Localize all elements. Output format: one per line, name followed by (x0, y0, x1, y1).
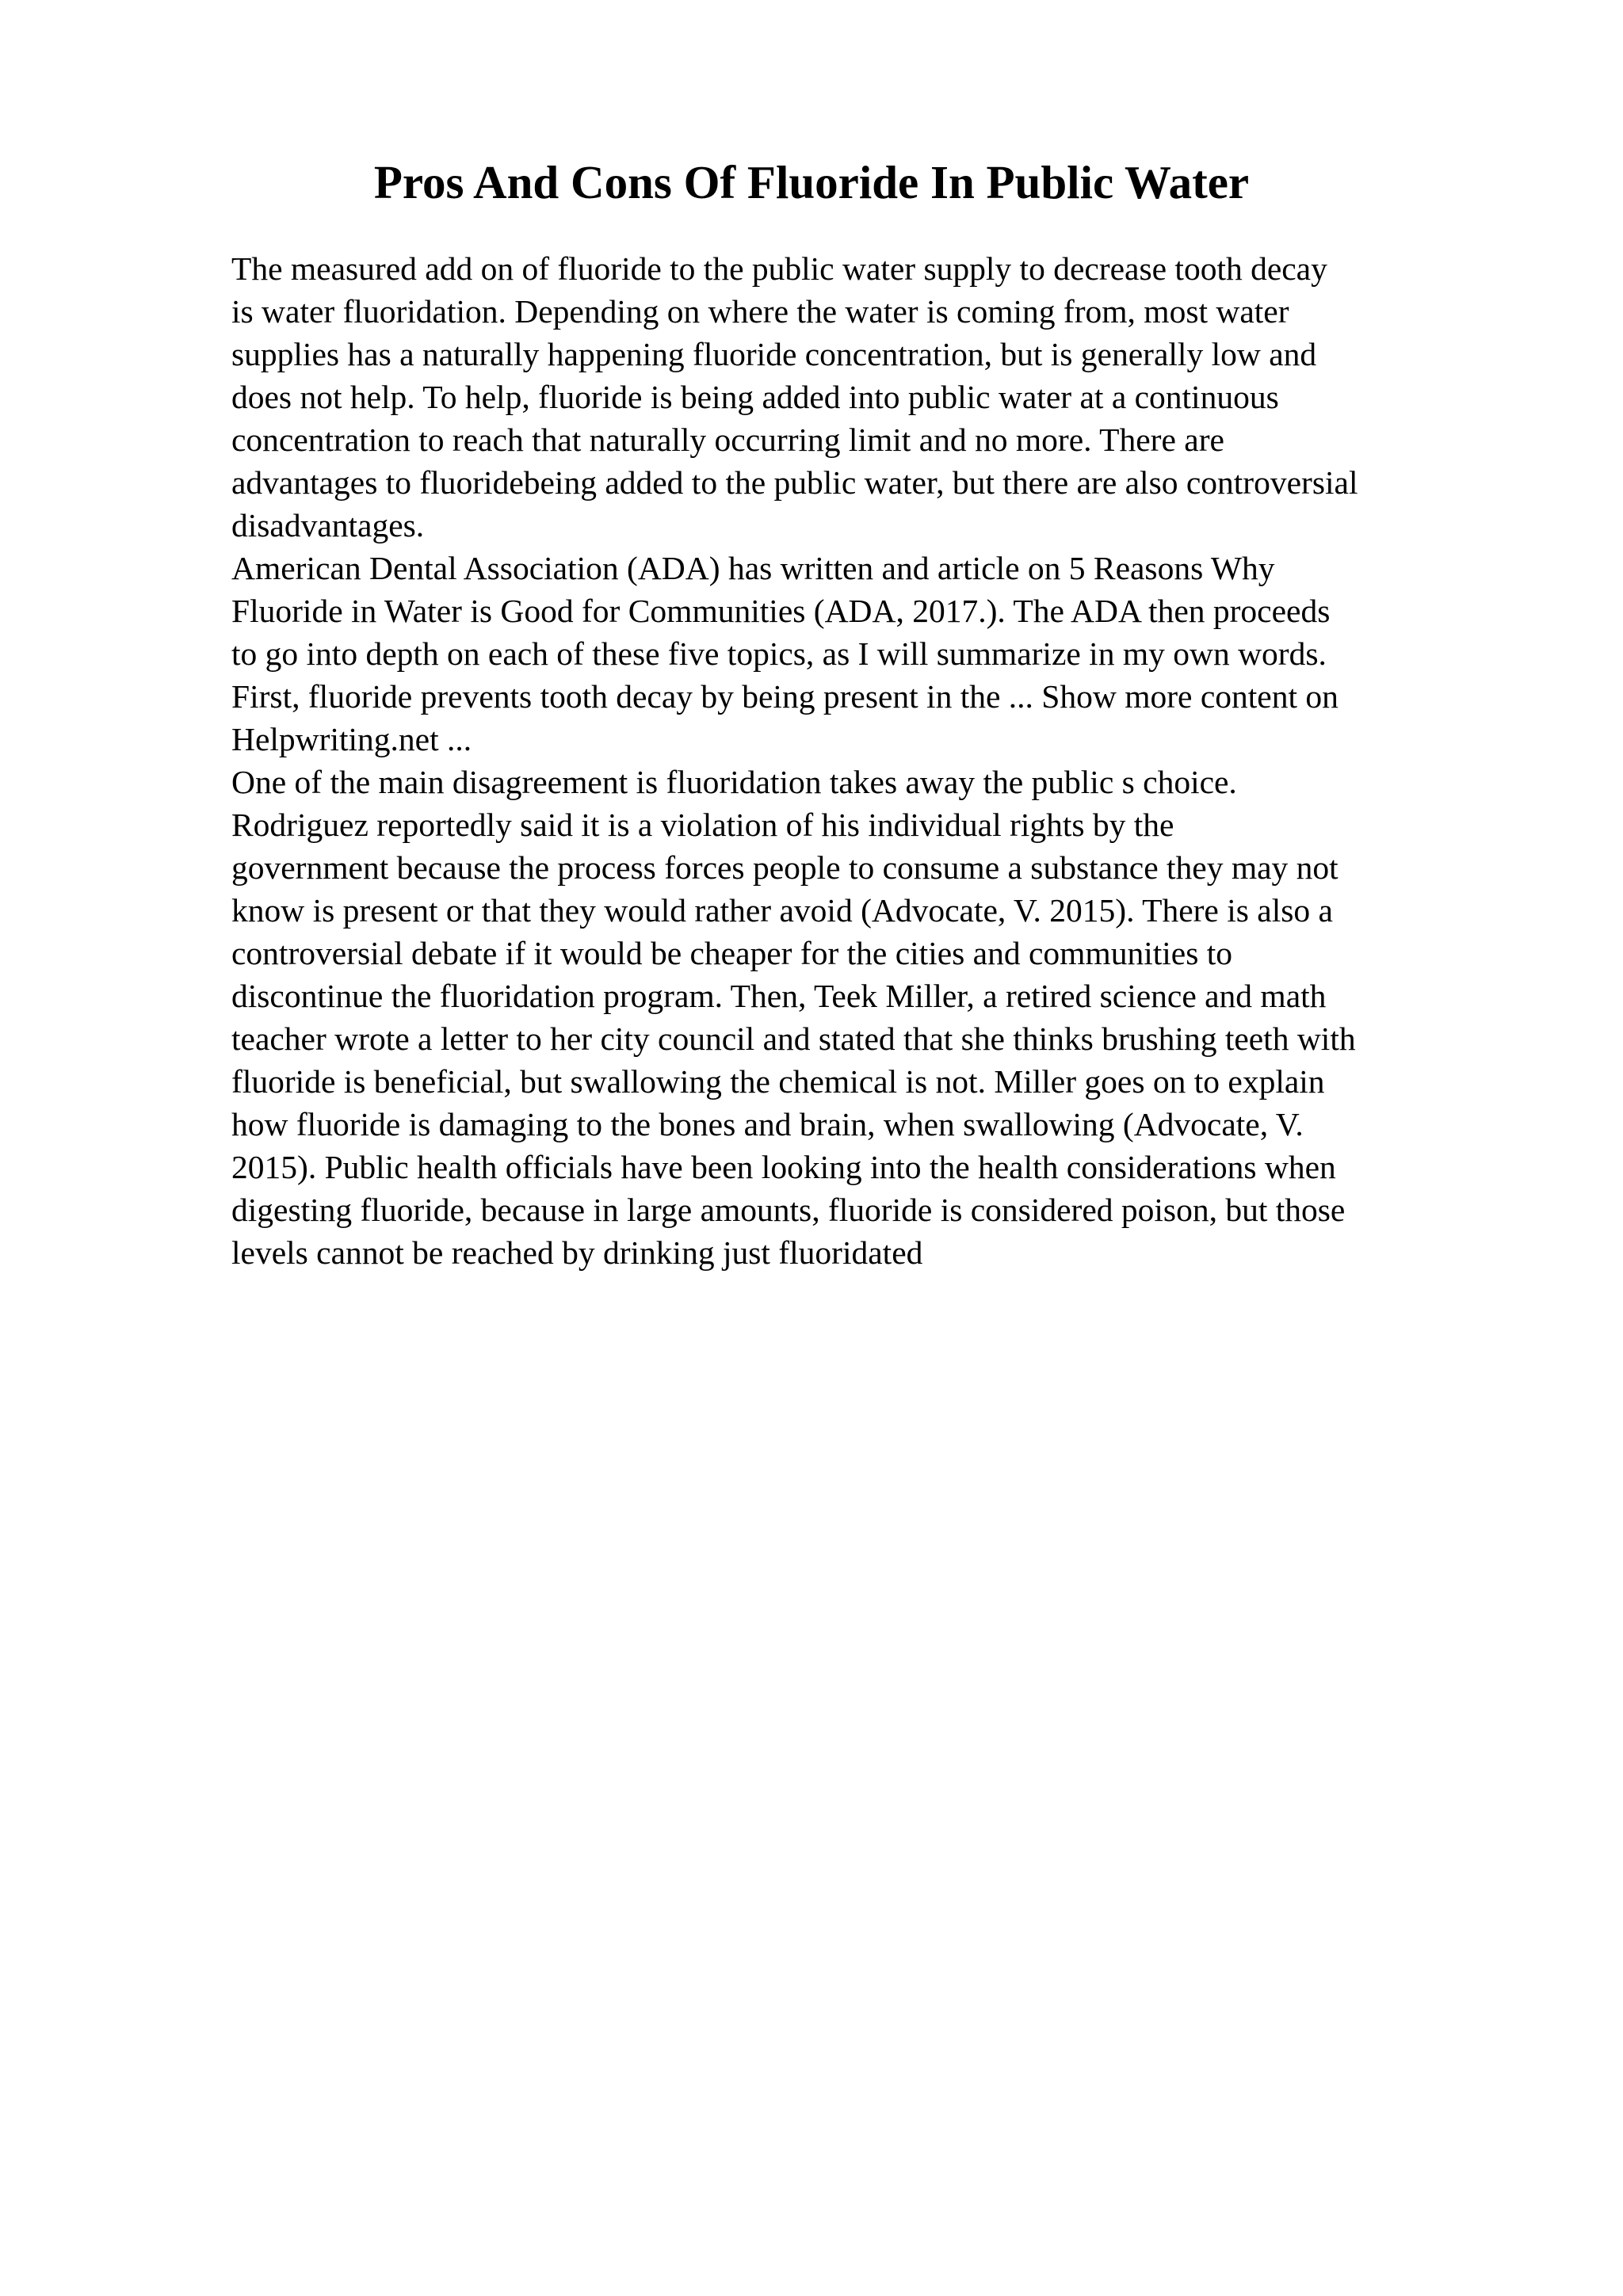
text-line: First, fluoride prevents tooth decay by being present in the ... Show more content on (231, 678, 1338, 715)
text-line: Rodriguez reportedly said it is a violation of his individual rights by the (231, 807, 1174, 843)
text-line: disadvantages. (231, 507, 425, 543)
text-line: fluoride is beneficial, but swallowing the chemical is not. Miller goes on to explain (231, 1063, 1325, 1100)
text-line: controversial debate if it would be cheaper for the cities and communities to (231, 935, 1233, 971)
document-body (231, 247, 1515, 1274)
text-line: Helpwriting.net ... (231, 721, 472, 757)
text-line: is water fluoridation. Depending on where the water is coming from, most water (231, 293, 1289, 330)
text-line: advantages to fluoridebeing added to the public water, but there are also controversial (231, 464, 1358, 501)
text-line: levels cannot be reached by drinking just fluoridated (231, 1234, 923, 1271)
document-title: Pros And Cons Of Fluoride In Public Water (373, 156, 1250, 208)
text-line: 2015). Public health officials have been looking into the health considerations when (231, 1149, 1336, 1185)
text-line: One of the main disagreement is fluoridation takes away the public s choice. (231, 764, 1237, 800)
text-line: The measured add on of fluoride to the public water supply to decrease tooth decay (231, 250, 1327, 287)
text-line: to go into depth on each of these five topics, as I will summarize in my own words. (231, 635, 1327, 672)
text-line: supplies has a naturally happening fluoride concentration, but is generally low and (231, 336, 1317, 372)
text-line: does not help. To help, fluoride is being added into public water at a continuous (231, 379, 1279, 415)
text-line: American Dental Association (ADA) has written and article on 5 Reasons Why (231, 550, 1275, 586)
text-line: Fluoride in Water is Good for Communities (ADA, 2017.). The ADA then proceeds (231, 593, 1331, 629)
text-line: concentration to reach that naturally occurring limit and no more. There are (231, 421, 1224, 458)
text-line: digesting fluoride, because in large amounts, fluoride is considered poison, but those (231, 1192, 1346, 1228)
text-line: teacher wrote a letter to her city council and stated that she thinks brushing teeth with (231, 1020, 1356, 1057)
text-line: know is present or that they would rather avoid (Advocate, V. 2015). There is also a (231, 892, 1333, 929)
text-line: how fluoride is damaging to the bones and brain, when swallowing (Advocate, V. (231, 1106, 1304, 1142)
text-line: government because the process forces people to consume a substance they may not (231, 849, 1338, 886)
text-line: discontinue the fluoridation program. Then, Teek Miller, a retired science and math (231, 978, 1327, 1014)
